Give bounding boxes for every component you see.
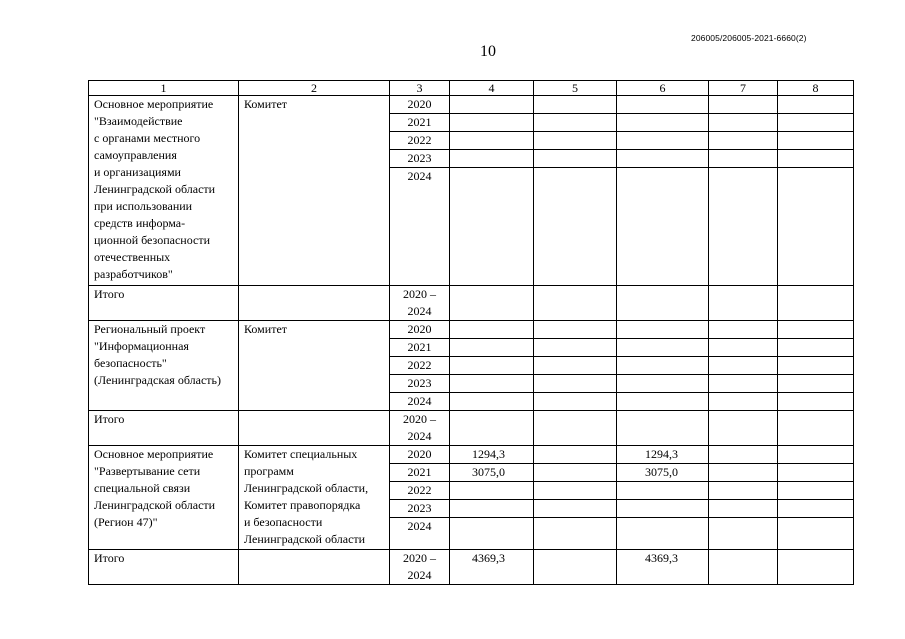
value-cell-col5 xyxy=(534,114,617,132)
value-cell-col8 xyxy=(778,464,854,482)
year-cell: 2022 xyxy=(390,482,450,500)
column-header-7: 7 xyxy=(709,81,778,96)
total-value-col7 xyxy=(709,411,778,446)
value-cell-col4 xyxy=(450,150,534,168)
value-cell-col8 xyxy=(778,150,854,168)
executor-cell xyxy=(239,411,390,446)
activity-name-cell: Основное мероприятие "Взаимодействие с органами местного самоуправления и организациями Ленинградской области при использовании средств информа- ционной безопасности отечественных разработчиков" xyxy=(89,96,239,286)
value-cell-col7 xyxy=(709,150,778,168)
value-cell-col7 xyxy=(709,114,778,132)
total-years-cell: 2020 – 2024 xyxy=(390,286,450,321)
total-value-col8 xyxy=(778,286,854,321)
value-cell-col8 xyxy=(778,96,854,114)
value-cell-col6 xyxy=(617,375,709,393)
total-value-col5 xyxy=(534,286,617,321)
executor-cell: Комитет xyxy=(239,321,390,411)
value-cell-col7 xyxy=(709,464,778,482)
column-header-4: 4 xyxy=(450,81,534,96)
value-cell-col5 xyxy=(534,321,617,339)
page-number: 10 xyxy=(480,43,496,60)
value-cell-col7 xyxy=(709,357,778,375)
value-cell-col8 xyxy=(778,482,854,500)
value-cell-col5 xyxy=(534,168,617,286)
activity-name-cell: Основное мероприятие "Развертывание сети специальной связи Ленинградской области (Регион 47)" xyxy=(89,446,239,550)
table-row xyxy=(89,321,854,339)
value-cell-col6 xyxy=(617,518,709,550)
year-cell: 2021 xyxy=(390,114,450,132)
total-value-col8 xyxy=(778,550,854,585)
value-cell-col5 xyxy=(534,375,617,393)
value-cell-col7 xyxy=(709,132,778,150)
year-cell: 2021 xyxy=(390,339,450,357)
budget-table xyxy=(88,80,854,585)
value-cell-col4: 3075,0 xyxy=(450,464,534,482)
value-cell-col6: 1294,3 xyxy=(617,446,709,464)
document-registration-code: 206005/206005-2021-6660(2) xyxy=(691,33,807,43)
value-cell-col8 xyxy=(778,168,854,286)
value-cell-col7 xyxy=(709,500,778,518)
value-cell-col4 xyxy=(450,357,534,375)
column-header-1: 1 xyxy=(89,81,239,96)
total-value-col6 xyxy=(617,411,709,446)
year-cell: 2023 xyxy=(390,150,450,168)
total-years-cell: 2020 – 2024 xyxy=(390,550,450,585)
value-cell-col4 xyxy=(450,482,534,500)
value-cell-col6 xyxy=(617,321,709,339)
activity-name-cell: Региональный проект "Информационная безопасность" (Ленинградская область) xyxy=(89,321,239,411)
value-cell-col6 xyxy=(617,339,709,357)
column-header-2: 2 xyxy=(239,81,390,96)
value-cell-col4: 1294,3 xyxy=(450,446,534,464)
total-value-col7 xyxy=(709,550,778,585)
total-value-col4 xyxy=(450,286,534,321)
value-cell-col7 xyxy=(709,96,778,114)
executor-cell xyxy=(239,550,390,585)
column-header-8: 8 xyxy=(778,81,854,96)
year-cell: 2024 xyxy=(390,518,450,550)
year-cell: 2023 xyxy=(390,500,450,518)
value-cell-col5 xyxy=(534,482,617,500)
value-cell-col6 xyxy=(617,150,709,168)
value-cell-col4 xyxy=(450,114,534,132)
value-cell-col5 xyxy=(534,518,617,550)
value-cell-col7 xyxy=(709,518,778,550)
value-cell-col5 xyxy=(534,357,617,375)
table-row xyxy=(89,446,854,464)
value-cell-col7 xyxy=(709,482,778,500)
total-value-col4: 4369,3 xyxy=(450,550,534,585)
executor-cell: Комитет xyxy=(239,96,390,286)
value-cell-col6: 3075,0 xyxy=(617,464,709,482)
column-number-header-row xyxy=(89,81,854,96)
value-cell-col4 xyxy=(450,321,534,339)
executor-cell: Комитет специальных программ Ленинградской области, Комитет правопорядка и безопасности Ленинградской области xyxy=(239,446,390,550)
value-cell-col7 xyxy=(709,321,778,339)
value-cell-col4 xyxy=(450,96,534,114)
value-cell-col4 xyxy=(450,339,534,357)
value-cell-col5 xyxy=(534,500,617,518)
year-cell: 2022 xyxy=(390,132,450,150)
value-cell-col8 xyxy=(778,114,854,132)
year-cell: 2021 xyxy=(390,464,450,482)
total-row xyxy=(89,286,854,321)
value-cell-col8 xyxy=(778,518,854,550)
total-label: Итого xyxy=(89,286,239,321)
value-cell-col7 xyxy=(709,168,778,286)
value-cell-col5 xyxy=(534,339,617,357)
value-cell-col4 xyxy=(450,500,534,518)
value-cell-col8 xyxy=(778,132,854,150)
value-cell-col4 xyxy=(450,518,534,550)
value-cell-col6 xyxy=(617,482,709,500)
value-cell-col8 xyxy=(778,446,854,464)
value-cell-col7 xyxy=(709,375,778,393)
value-cell-col7 xyxy=(709,339,778,357)
total-years-cell: 2020 – 2024 xyxy=(390,411,450,446)
value-cell-col4 xyxy=(450,375,534,393)
value-cell-col6 xyxy=(617,393,709,411)
value-cell-col5 xyxy=(534,464,617,482)
total-value-col5 xyxy=(534,550,617,585)
value-cell-col6 xyxy=(617,96,709,114)
year-cell: 2020 xyxy=(390,446,450,464)
value-cell-col4 xyxy=(450,132,534,150)
table-row xyxy=(89,96,854,114)
value-cell-col5 xyxy=(534,393,617,411)
value-cell-col8 xyxy=(778,393,854,411)
year-cell: 2023 xyxy=(390,375,450,393)
value-cell-col8 xyxy=(778,339,854,357)
value-cell-col8 xyxy=(778,357,854,375)
value-cell-col4 xyxy=(450,168,534,286)
value-cell-col8 xyxy=(778,321,854,339)
total-value-col6: 4369,3 xyxy=(617,550,709,585)
total-value-col7 xyxy=(709,286,778,321)
total-label: Итого xyxy=(89,411,239,446)
value-cell-col7 xyxy=(709,393,778,411)
value-cell-col5 xyxy=(534,446,617,464)
year-cell: 2020 xyxy=(390,321,450,339)
total-value-col4 xyxy=(450,411,534,446)
total-label: Итого xyxy=(89,550,239,585)
value-cell-col7 xyxy=(709,446,778,464)
year-cell: 2022 xyxy=(390,357,450,375)
value-cell-col8 xyxy=(778,375,854,393)
value-cell-col6 xyxy=(617,500,709,518)
total-value-col5 xyxy=(534,411,617,446)
value-cell-col5 xyxy=(534,96,617,114)
value-cell-col5 xyxy=(534,132,617,150)
total-row xyxy=(89,550,854,585)
value-cell-col4 xyxy=(450,393,534,411)
column-header-3: 3 xyxy=(390,81,450,96)
column-header-5: 5 xyxy=(534,81,617,96)
value-cell-col8 xyxy=(778,500,854,518)
year-cell: 2024 xyxy=(390,168,450,286)
total-row xyxy=(89,411,854,446)
value-cell-col6 xyxy=(617,114,709,132)
executor-cell xyxy=(239,286,390,321)
value-cell-col6 xyxy=(617,132,709,150)
total-value-col8 xyxy=(778,411,854,446)
value-cell-col6 xyxy=(617,357,709,375)
value-cell-col5 xyxy=(534,150,617,168)
value-cell-col6 xyxy=(617,168,709,286)
total-value-col6 xyxy=(617,286,709,321)
year-cell: 2024 xyxy=(390,393,450,411)
column-header-6: 6 xyxy=(617,81,709,96)
year-cell: 2020 xyxy=(390,96,450,114)
